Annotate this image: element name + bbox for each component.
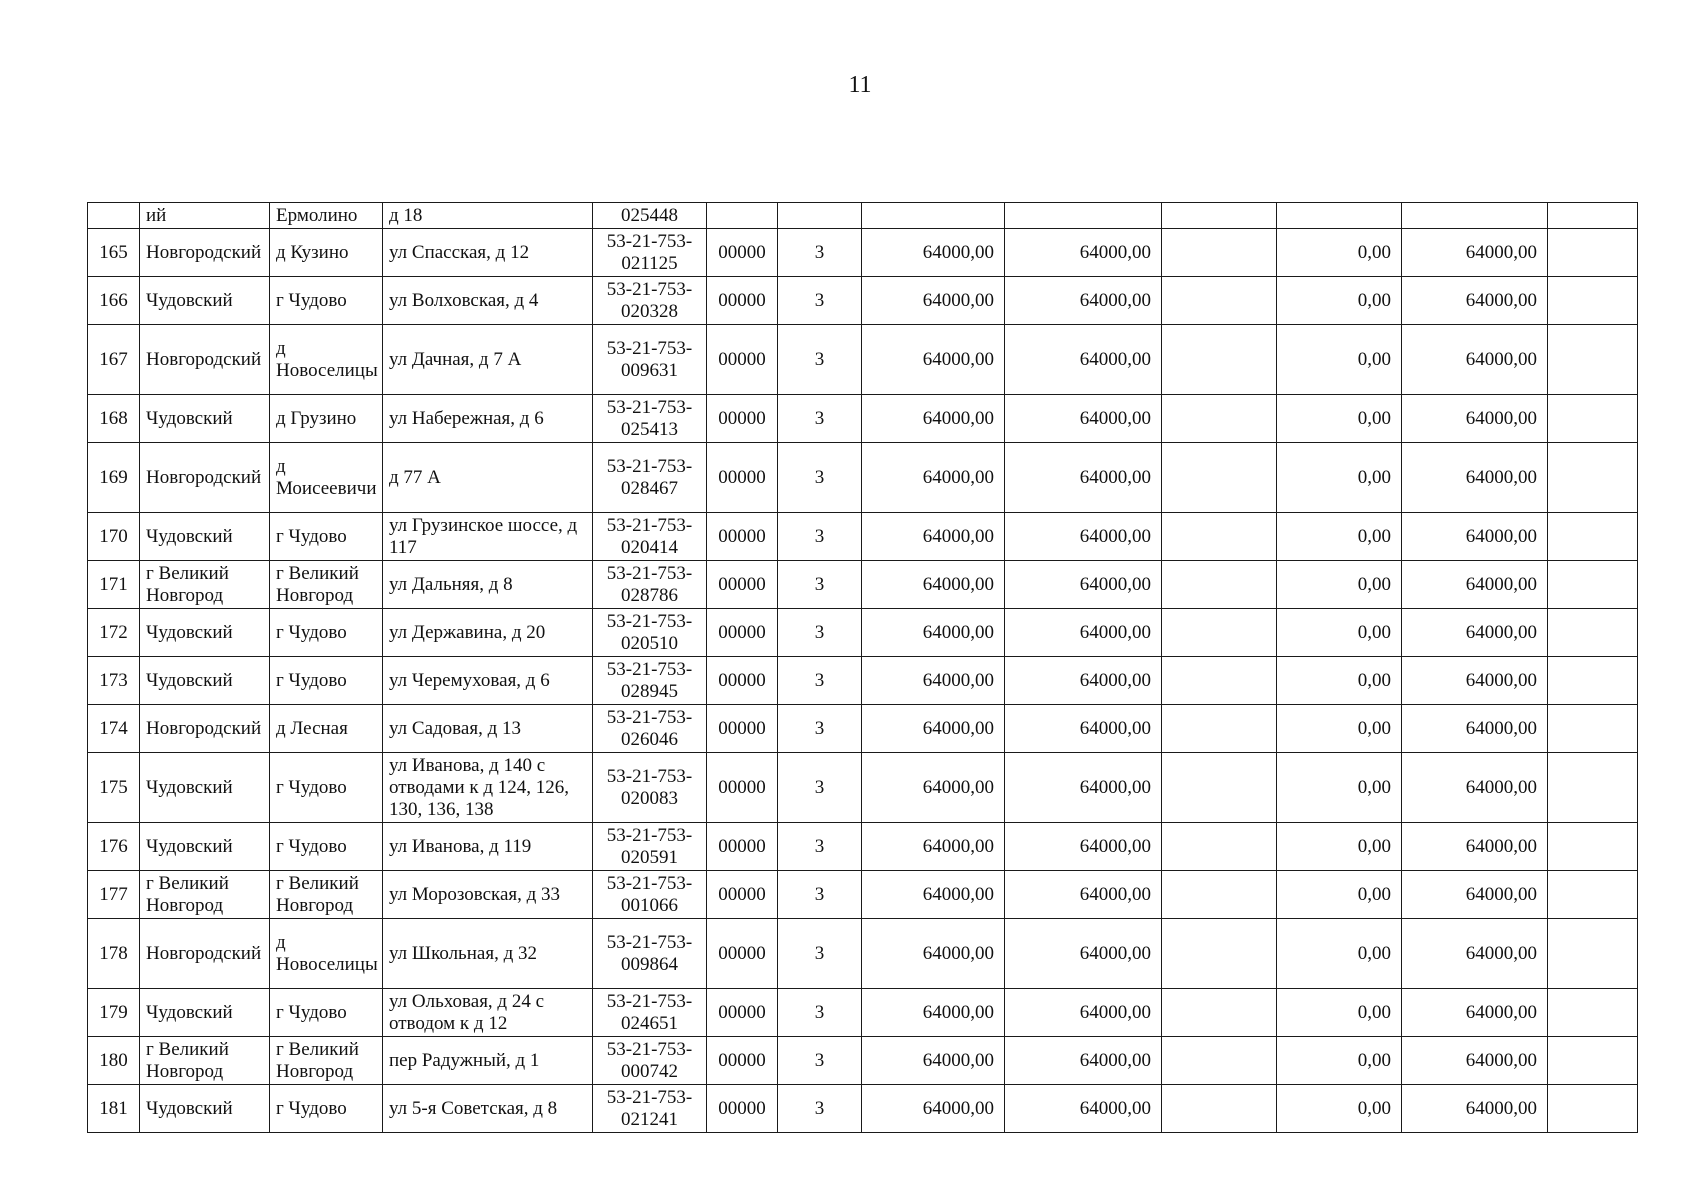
cell-amount-a: 64000,00 <box>862 823 1005 871</box>
cell-type: 00000 <box>707 513 778 561</box>
cell-amount-f <box>1548 657 1638 705</box>
cell-address: ул Волховская, д 4 <box>383 277 593 325</box>
cell-district: Чудовский <box>140 989 270 1037</box>
cell-district: Чудовский <box>140 513 270 561</box>
table-row <box>88 871 1638 919</box>
cell-address: ул Ольховая, д 24 с отводом к д 12 <box>383 989 593 1037</box>
cell-amount-f <box>1548 395 1638 443</box>
cell-locality: г Чудово <box>270 823 383 871</box>
cell-type: 00000 <box>707 277 778 325</box>
cell-amount-c <box>1162 1085 1277 1133</box>
cell-code: 53-21-753-020591 <box>593 823 707 871</box>
cell-amount-c <box>1162 919 1277 989</box>
table-row-continued <box>88 203 1638 229</box>
cell-amount-a: 64000,00 <box>862 561 1005 609</box>
cell-locality: д Лесная <box>270 705 383 753</box>
cell-code: 53-21-753-028945 <box>593 657 707 705</box>
cell-address: пер Радужный, д 1 <box>383 1037 593 1085</box>
cell-address: ул Иванова, д 140 с отводами к д 124, 126, 130, 136, 138 <box>383 753 593 823</box>
table-row <box>88 823 1638 871</box>
cell-amount-e: 64000,00 <box>1402 609 1548 657</box>
cell-code: 025448 <box>593 203 707 229</box>
cell-amount-b: 64000,00 <box>1005 513 1162 561</box>
cell-amount-e <box>1402 203 1548 229</box>
cell-amount-c <box>1162 1037 1277 1085</box>
cell-amount-e: 64000,00 <box>1402 705 1548 753</box>
cell-amount-c <box>1162 609 1277 657</box>
cell-address: ул 5-я Советская, д 8 <box>383 1085 593 1133</box>
cell-amount-e: 64000,00 <box>1402 325 1548 395</box>
cell-amount-c <box>1162 753 1277 823</box>
cell-locality: г Чудово <box>270 277 383 325</box>
cell-amount-b: 64000,00 <box>1005 823 1162 871</box>
cell-category: 3 <box>778 1037 862 1085</box>
cell-amount-e: 64000,00 <box>1402 513 1548 561</box>
cell-address: ул Морозовская, д 33 <box>383 871 593 919</box>
cell-address: ул Дальняя, д 8 <box>383 561 593 609</box>
table-row <box>88 989 1638 1037</box>
cell-amount-c <box>1162 513 1277 561</box>
cell-num: 170 <box>88 513 140 561</box>
cell-amount-b: 64000,00 <box>1005 705 1162 753</box>
cell-amount-b: 64000,00 <box>1005 609 1162 657</box>
cell-amount-d: 0,00 <box>1277 561 1402 609</box>
cell-type <box>707 203 778 229</box>
cell-category: 3 <box>778 609 862 657</box>
cell-amount-d: 0,00 <box>1277 705 1402 753</box>
cell-type: 00000 <box>707 823 778 871</box>
cell-amount-d: 0,00 <box>1277 871 1402 919</box>
cell-num: 167 <box>88 325 140 395</box>
table-row <box>88 277 1638 325</box>
cell-code: 53-21-753-028786 <box>593 561 707 609</box>
cell-amount-b: 64000,00 <box>1005 1037 1162 1085</box>
cell-amount-c <box>1162 823 1277 871</box>
cell-code: 53-21-753-028467 <box>593 443 707 513</box>
cell-category: 3 <box>778 989 862 1037</box>
cell-amount-b <box>1005 203 1162 229</box>
table-row <box>88 513 1638 561</box>
cell-amount-b: 64000,00 <box>1005 561 1162 609</box>
cell-amount-c <box>1162 657 1277 705</box>
cell-amount-a: 64000,00 <box>862 1085 1005 1133</box>
cell-code: 53-21-753-009631 <box>593 325 707 395</box>
cell-district: Новгородский <box>140 705 270 753</box>
cell-amount-e: 64000,00 <box>1402 395 1548 443</box>
cell-district: Новгородский <box>140 325 270 395</box>
cell-code: 53-21-753-020328 <box>593 277 707 325</box>
cell-district: Новгородский <box>140 229 270 277</box>
cell-amount-c <box>1162 871 1277 919</box>
cell-num: 180 <box>88 1037 140 1085</box>
cell-district: Чудовский <box>140 753 270 823</box>
cell-amount-c <box>1162 277 1277 325</box>
cell-code: 53-21-753-024651 <box>593 989 707 1037</box>
cell-num: 172 <box>88 609 140 657</box>
cell-district: Чудовский <box>140 823 270 871</box>
cell-type: 00000 <box>707 989 778 1037</box>
cell-address: ул Грузинское шоссе, д 117 <box>383 513 593 561</box>
table-row <box>88 657 1638 705</box>
cell-num: 176 <box>88 823 140 871</box>
cell-amount-f <box>1548 989 1638 1037</box>
cell-address: ул Набережная, д 6 <box>383 395 593 443</box>
cell-amount-e: 64000,00 <box>1402 561 1548 609</box>
cell-locality: г Чудово <box>270 657 383 705</box>
cell-amount-d: 0,00 <box>1277 989 1402 1037</box>
cell-amount-e: 64000,00 <box>1402 1085 1548 1133</box>
cell-amount-b: 64000,00 <box>1005 443 1162 513</box>
cell-category: 3 <box>778 325 862 395</box>
cell-address: д 18 <box>383 203 593 229</box>
cell-num: 174 <box>88 705 140 753</box>
cell-address: ул Школьная, д 32 <box>383 919 593 989</box>
cell-type: 00000 <box>707 325 778 395</box>
cell-amount-e: 64000,00 <box>1402 823 1548 871</box>
cell-amount-b: 64000,00 <box>1005 325 1162 395</box>
table-row <box>88 919 1638 989</box>
table-row <box>88 443 1638 513</box>
cell-category: 3 <box>778 823 862 871</box>
cell-code: 53-21-753-021125 <box>593 229 707 277</box>
cell-type: 00000 <box>707 561 778 609</box>
page-number: 11 <box>848 72 872 98</box>
cell-amount-b: 64000,00 <box>1005 1085 1162 1133</box>
cell-amount-c <box>1162 443 1277 513</box>
cell-district: г Великий Новгород <box>140 1037 270 1085</box>
cell-category: 3 <box>778 443 862 513</box>
cell-address: ул Державина, д 20 <box>383 609 593 657</box>
cell-type: 00000 <box>707 395 778 443</box>
cell-category: 3 <box>778 395 862 443</box>
cell-amount-a: 64000,00 <box>862 705 1005 753</box>
cell-locality: д Грузино <box>270 395 383 443</box>
cell-num: 179 <box>88 989 140 1037</box>
cell-locality: д Новоселицы <box>270 325 383 395</box>
cell-type: 00000 <box>707 609 778 657</box>
table-row <box>88 609 1638 657</box>
cell-amount-d: 0,00 <box>1277 229 1402 277</box>
cell-district: г Великий Новгород <box>140 561 270 609</box>
cell-locality: г Великий Новгород <box>270 561 383 609</box>
cell-amount-a: 64000,00 <box>862 277 1005 325</box>
cell-amount-f <box>1548 203 1638 229</box>
cell-code: 53-21-753-001066 <box>593 871 707 919</box>
cell-amount-c <box>1162 561 1277 609</box>
cell-code: 53-21-753-020414 <box>593 513 707 561</box>
cell-amount-a <box>862 203 1005 229</box>
cell-amount-d: 0,00 <box>1277 395 1402 443</box>
cell-amount-b: 64000,00 <box>1005 395 1162 443</box>
cell-amount-f <box>1548 561 1638 609</box>
cell-amount-d: 0,00 <box>1277 1085 1402 1133</box>
cell-amount-a: 64000,00 <box>862 443 1005 513</box>
cell-type: 00000 <box>707 753 778 823</box>
cell-amount-d: 0,00 <box>1277 443 1402 513</box>
cell-locality: д Кузино <box>270 229 383 277</box>
cell-amount-c <box>1162 229 1277 277</box>
cell-amount-f <box>1548 705 1638 753</box>
cell-amount-a: 64000,00 <box>862 609 1005 657</box>
cell-code: 53-21-753-020510 <box>593 609 707 657</box>
cell-num: 168 <box>88 395 140 443</box>
cell-category: 3 <box>778 1085 862 1133</box>
cell-amount-e: 64000,00 <box>1402 229 1548 277</box>
cell-amount-c <box>1162 989 1277 1037</box>
cell-code: 53-21-753-021241 <box>593 1085 707 1133</box>
cell-category: 3 <box>778 753 862 823</box>
cell-amount-c <box>1162 325 1277 395</box>
cell-amount-f <box>1548 753 1638 823</box>
cell-locality: г Великий Новгород <box>270 871 383 919</box>
cell-amount-b: 64000,00 <box>1005 919 1162 989</box>
cell-amount-b: 64000,00 <box>1005 229 1162 277</box>
cell-amount-e: 64000,00 <box>1402 871 1548 919</box>
cell-amount-d: 0,00 <box>1277 753 1402 823</box>
cell-amount-f <box>1548 1085 1638 1133</box>
cell-amount-a: 64000,00 <box>862 871 1005 919</box>
cell-category: 3 <box>778 705 862 753</box>
cell-amount-d: 0,00 <box>1277 513 1402 561</box>
cell-num: 177 <box>88 871 140 919</box>
cell-amount-d: 0,00 <box>1277 657 1402 705</box>
cell-amount-e: 64000,00 <box>1402 443 1548 513</box>
cell-amount-a: 64000,00 <box>862 989 1005 1037</box>
cell-amount-e: 64000,00 <box>1402 919 1548 989</box>
cell-amount-c <box>1162 395 1277 443</box>
cell-amount-b: 64000,00 <box>1005 753 1162 823</box>
cell-district: Чудовский <box>140 657 270 705</box>
cell-amount-d: 0,00 <box>1277 1037 1402 1085</box>
cell-address: д 77 А <box>383 443 593 513</box>
cell-category <box>778 203 862 229</box>
cell-amount-f <box>1548 513 1638 561</box>
cell-amount-a: 64000,00 <box>862 325 1005 395</box>
cell-num: 171 <box>88 561 140 609</box>
registry-table <box>87 202 1638 1133</box>
cell-type: 00000 <box>707 705 778 753</box>
cell-locality: Ермолино <box>270 203 383 229</box>
table-row <box>88 753 1638 823</box>
cell-locality: г Чудово <box>270 753 383 823</box>
table-row <box>88 325 1638 395</box>
cell-code: 53-21-753-000742 <box>593 1037 707 1085</box>
cell-amount-f <box>1548 609 1638 657</box>
cell-num: 165 <box>88 229 140 277</box>
cell-type: 00000 <box>707 443 778 513</box>
cell-code: 53-21-753-020083 <box>593 753 707 823</box>
cell-amount-b: 64000,00 <box>1005 277 1162 325</box>
cell-district: Чудовский <box>140 1085 270 1133</box>
cell-address: ул Спасская, д 12 <box>383 229 593 277</box>
cell-district: Новгородский <box>140 919 270 989</box>
cell-amount-e: 64000,00 <box>1402 753 1548 823</box>
cell-amount-f <box>1548 871 1638 919</box>
cell-category: 3 <box>778 229 862 277</box>
cell-num: 173 <box>88 657 140 705</box>
cell-district: Чудовский <box>140 277 270 325</box>
cell-locality: д Моисеевичи <box>270 443 383 513</box>
cell-address: ул Черемуховая, д 6 <box>383 657 593 705</box>
cell-amount-b: 64000,00 <box>1005 657 1162 705</box>
cell-amount-e: 64000,00 <box>1402 277 1548 325</box>
cell-num: 181 <box>88 1085 140 1133</box>
cell-amount-d: 0,00 <box>1277 277 1402 325</box>
cell-amount-e: 64000,00 <box>1402 989 1548 1037</box>
cell-amount-e: 64000,00 <box>1402 1037 1548 1085</box>
cell-type: 00000 <box>707 657 778 705</box>
cell-category: 3 <box>778 919 862 989</box>
cell-amount-f <box>1548 1037 1638 1085</box>
cell-num <box>88 203 140 229</box>
cell-amount-a: 64000,00 <box>862 513 1005 561</box>
cell-code: 53-21-753-025413 <box>593 395 707 443</box>
cell-category: 3 <box>778 277 862 325</box>
cell-num: 175 <box>88 753 140 823</box>
table-row <box>88 1085 1638 1133</box>
cell-code: 53-21-753-009864 <box>593 919 707 989</box>
cell-amount-c <box>1162 705 1277 753</box>
cell-amount-b: 64000,00 <box>1005 989 1162 1037</box>
cell-category: 3 <box>778 871 862 919</box>
cell-amount-f <box>1548 277 1638 325</box>
cell-amount-b: 64000,00 <box>1005 871 1162 919</box>
cell-type: 00000 <box>707 871 778 919</box>
cell-address: ул Садовая, д 13 <box>383 705 593 753</box>
table-row <box>88 229 1638 277</box>
cell-address: ул Иванова, д 119 <box>383 823 593 871</box>
registry-table-body <box>88 203 1638 1133</box>
cell-district: Чудовский <box>140 609 270 657</box>
cell-amount-a: 64000,00 <box>862 229 1005 277</box>
cell-amount-f <box>1548 443 1638 513</box>
cell-district: Новгородский <box>140 443 270 513</box>
cell-amount-a: 64000,00 <box>862 919 1005 989</box>
table-row <box>88 705 1638 753</box>
cell-locality: д Новоселицы <box>270 919 383 989</box>
cell-amount-a: 64000,00 <box>862 657 1005 705</box>
cell-locality: г Чудово <box>270 1085 383 1133</box>
table-row <box>88 1037 1638 1085</box>
cell-district: г Великий Новгород <box>140 871 270 919</box>
cell-district: Чудовский <box>140 395 270 443</box>
cell-locality: г Чудово <box>270 989 383 1037</box>
cell-type: 00000 <box>707 1085 778 1133</box>
cell-amount-a: 64000,00 <box>862 753 1005 823</box>
cell-code: 53-21-753-026046 <box>593 705 707 753</box>
cell-category: 3 <box>778 657 862 705</box>
cell-type: 00000 <box>707 229 778 277</box>
cell-amount-d: 0,00 <box>1277 609 1402 657</box>
cell-locality: г Великий Новгород <box>270 1037 383 1085</box>
cell-num: 166 <box>88 277 140 325</box>
cell-amount-f <box>1548 325 1638 395</box>
cell-num: 169 <box>88 443 140 513</box>
cell-amount-d: 0,00 <box>1277 325 1402 395</box>
cell-amount-f <box>1548 919 1638 989</box>
cell-amount-a: 64000,00 <box>862 1037 1005 1085</box>
cell-amount-d: 0,00 <box>1277 823 1402 871</box>
cell-category: 3 <box>778 513 862 561</box>
cell-num: 178 <box>88 919 140 989</box>
cell-amount-f <box>1548 229 1638 277</box>
table-row <box>88 561 1638 609</box>
cell-category: 3 <box>778 561 862 609</box>
cell-amount-d <box>1277 203 1402 229</box>
cell-locality: г Чудово <box>270 513 383 561</box>
cell-address: ул Дачная, д 7 А <box>383 325 593 395</box>
cell-amount-e: 64000,00 <box>1402 657 1548 705</box>
cell-amount-c <box>1162 203 1277 229</box>
cell-type: 00000 <box>707 1037 778 1085</box>
cell-amount-a: 64000,00 <box>862 395 1005 443</box>
cell-district: ий <box>140 203 270 229</box>
table-row <box>88 395 1638 443</box>
cell-locality: г Чудово <box>270 609 383 657</box>
cell-amount-f <box>1548 823 1638 871</box>
cell-amount-d: 0,00 <box>1277 919 1402 989</box>
cell-type: 00000 <box>707 919 778 989</box>
